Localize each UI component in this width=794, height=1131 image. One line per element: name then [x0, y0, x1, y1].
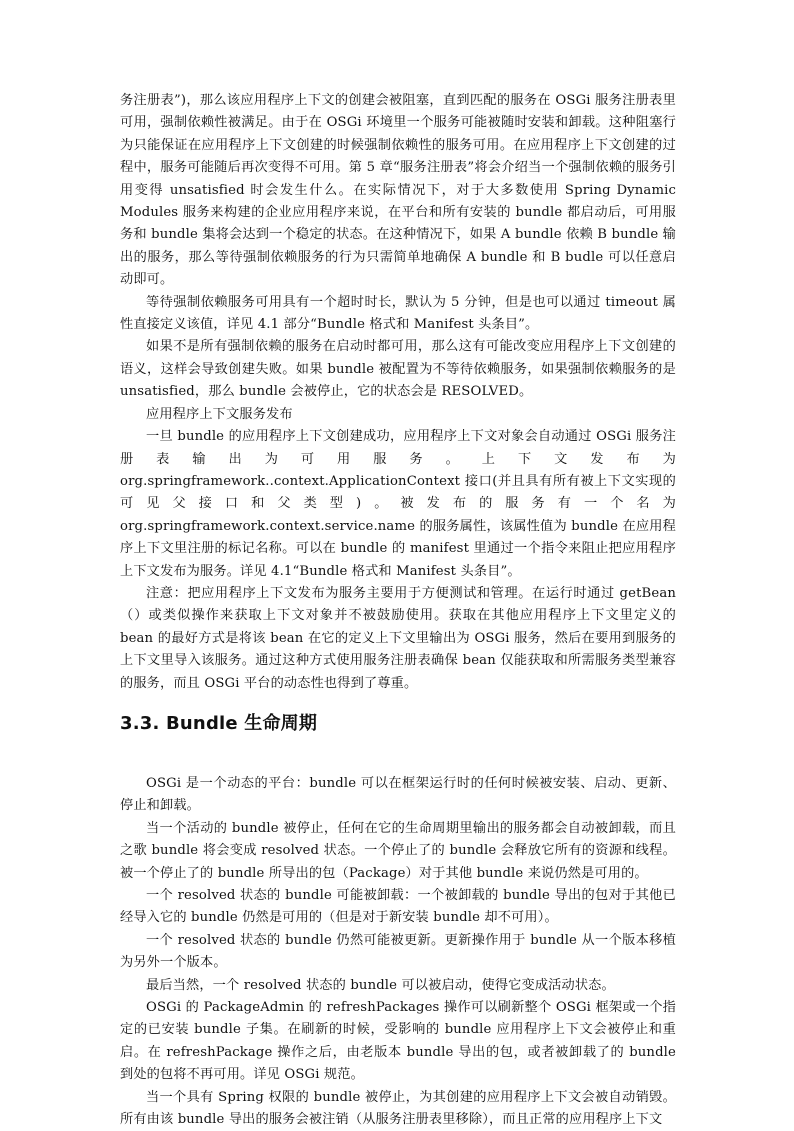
paragraph: 注意：把应用程序上下文发布为服务主要用于方便测试和管理。在运行时通过 getBean（）或类似操作来获取上下文对象并不被鼓励使用。获取在其他应用程序上下文里定义的 bean 的最好方式是将该 bean 在它的定义上下文里输出为 OSGi 服务，然后在要用到服务的上下文里导入该服务。通过这种方式使用服务注册表确保 bean 仅能获取和所需服务类型兼容的服务，而且 OSGi 平台的动态性也得到了尊重。: [120, 585, 676, 691]
paragraph: 如果不是所有强制依赖的服务在启动时都可用，那么这有可能改变应用程序上下文创建的语义，这样会导致创建失败。如果 bundle 被配置为不等待依赖服务，如果强制依赖服务的是 unsatisfied，那么 bundle 会被停止，它的状态会是 RESOLVED。: [120, 339, 676, 400]
paragraph: 当一个具有 Spring 权限的 bundle 被停止，为其创建的应用程序上下文会被自动销毁。所有由该 bundle 导出的服务会被注销（从服务注册表里移除），而且正常的应用程序上下文: [120, 1089, 676, 1128]
document-page: [120, 90, 676, 1131]
paragraph: 务注册表”)，那么该应用程序上下文的创建会被阻塞，直到匹配的服务在 OSGi 服务注册表里可用，强制依赖性被满足。由于在 OSGi 环境里一个服务可能被随时安装和卸载。这种阻塞行为只能保证在应用程序上下文创建的时候强制依赖性的服务可用。在应用程序上下文创建的过程中，服务可能随后再次变得不可用。第 5 章“服务注册表”将会介绍当一个强制依赖的服务引用变得 unsatisfied 时会发生什么。在实际情况下，对于大多数使用 Spring Dynamic Modules 服务来构建的企业应用程序来说，在平台和所有安装的 bundle 都启动后，可用服务和 bundle 集将会达到一个稳定的状态。在这种情况下，如果 A bundle 依赖 B bundle 输出的服务，那么等待强制依赖服务的行为只需简单地确保 A bundle 和 B budle 可以任意启动即可。: [120, 93, 676, 288]
heading-spacer: [120, 739, 676, 773]
paragraph: 等待强制依赖服务可用具有一个超时时长，默认为 5 分钟，但是也可以通过 timeout 属性直接定义该值，详见 4.1 部分“Bundle 格式和 Manifest 头条目”。: [120, 294, 676, 333]
paragraph: 最后当然，一个 resolved 状态的 bundle 可以被启动，使得它变成活动状态。: [146, 977, 615, 993]
paragraph: OSGi 是一个动态的平台：bundle 可以在框架运行时的任何时候被安装、启动、更新、停止和卸载。: [120, 775, 676, 814]
paragraph: 当一个活动的 bundle 被停止，任何在它的生命周期里输出的服务都会自动被卸载，而且之歌 bundle 将会变成 resolved 状态。一个停止了的 bundle 会释放它所有的资源和线程。被一个停止了的 bundle 所导出的包（Package）对于其他 bundle 来说仍然是可用的。: [120, 820, 676, 881]
paragraph: 一个 resolved 状态的 bundle 可能被卸载：一个被卸载的 bundle 导出的包对于其他已经导入它的 bundle 仍然是可用的（但是对于新安装 bundle 却不可用）。: [120, 888, 676, 926]
paragraph: OSGi 的 PackageAdmin 的 refreshPackages 操作可以刷新整个 OSGi 框架或一个指定的已安装 bundle 子集。在刷新的时候，受影响的 bundle 应用程序上下文会被停止和重启。在 refreshPackage 操作之后，由老版本 bundle 导出的包，或者被卸载了的 bundle 到处的包将不再可用。详见 OSGi 规范。: [120, 1000, 676, 1083]
subheading-paragraph: 应用程序上下文服务发布: [146, 406, 293, 422]
paragraph: 一个 resolved 状态的 bundle 仍然可能被更新。更新操作用于 bundle 从一个版本移植为另外一个版本。: [120, 932, 676, 971]
paragraph: 一旦 bundle 的应用程序上下文创建成功，应用程序上下文对象会自动通过 OSGi 服务注册表输出为可用服务。上下文发布为 org.springframework..context.ApplicationContext 接口(并且具有所有被上下文实现的可见父接口和父类型)。被发布的服务有一个名为 org.springframework.context.service.name 的服务属性，该属性值为 bundle 在应用程序上下文里注册的标记名称。可以在 bundle 的 manifest 里通过一个指令来阻止把应用程序上下文发布为服务。详见 4.1“Bundle 格式和 Manifest 头条目”。: [120, 429, 676, 579]
section-heading: 3.3. Bundle 生命周期: [120, 712, 318, 734]
